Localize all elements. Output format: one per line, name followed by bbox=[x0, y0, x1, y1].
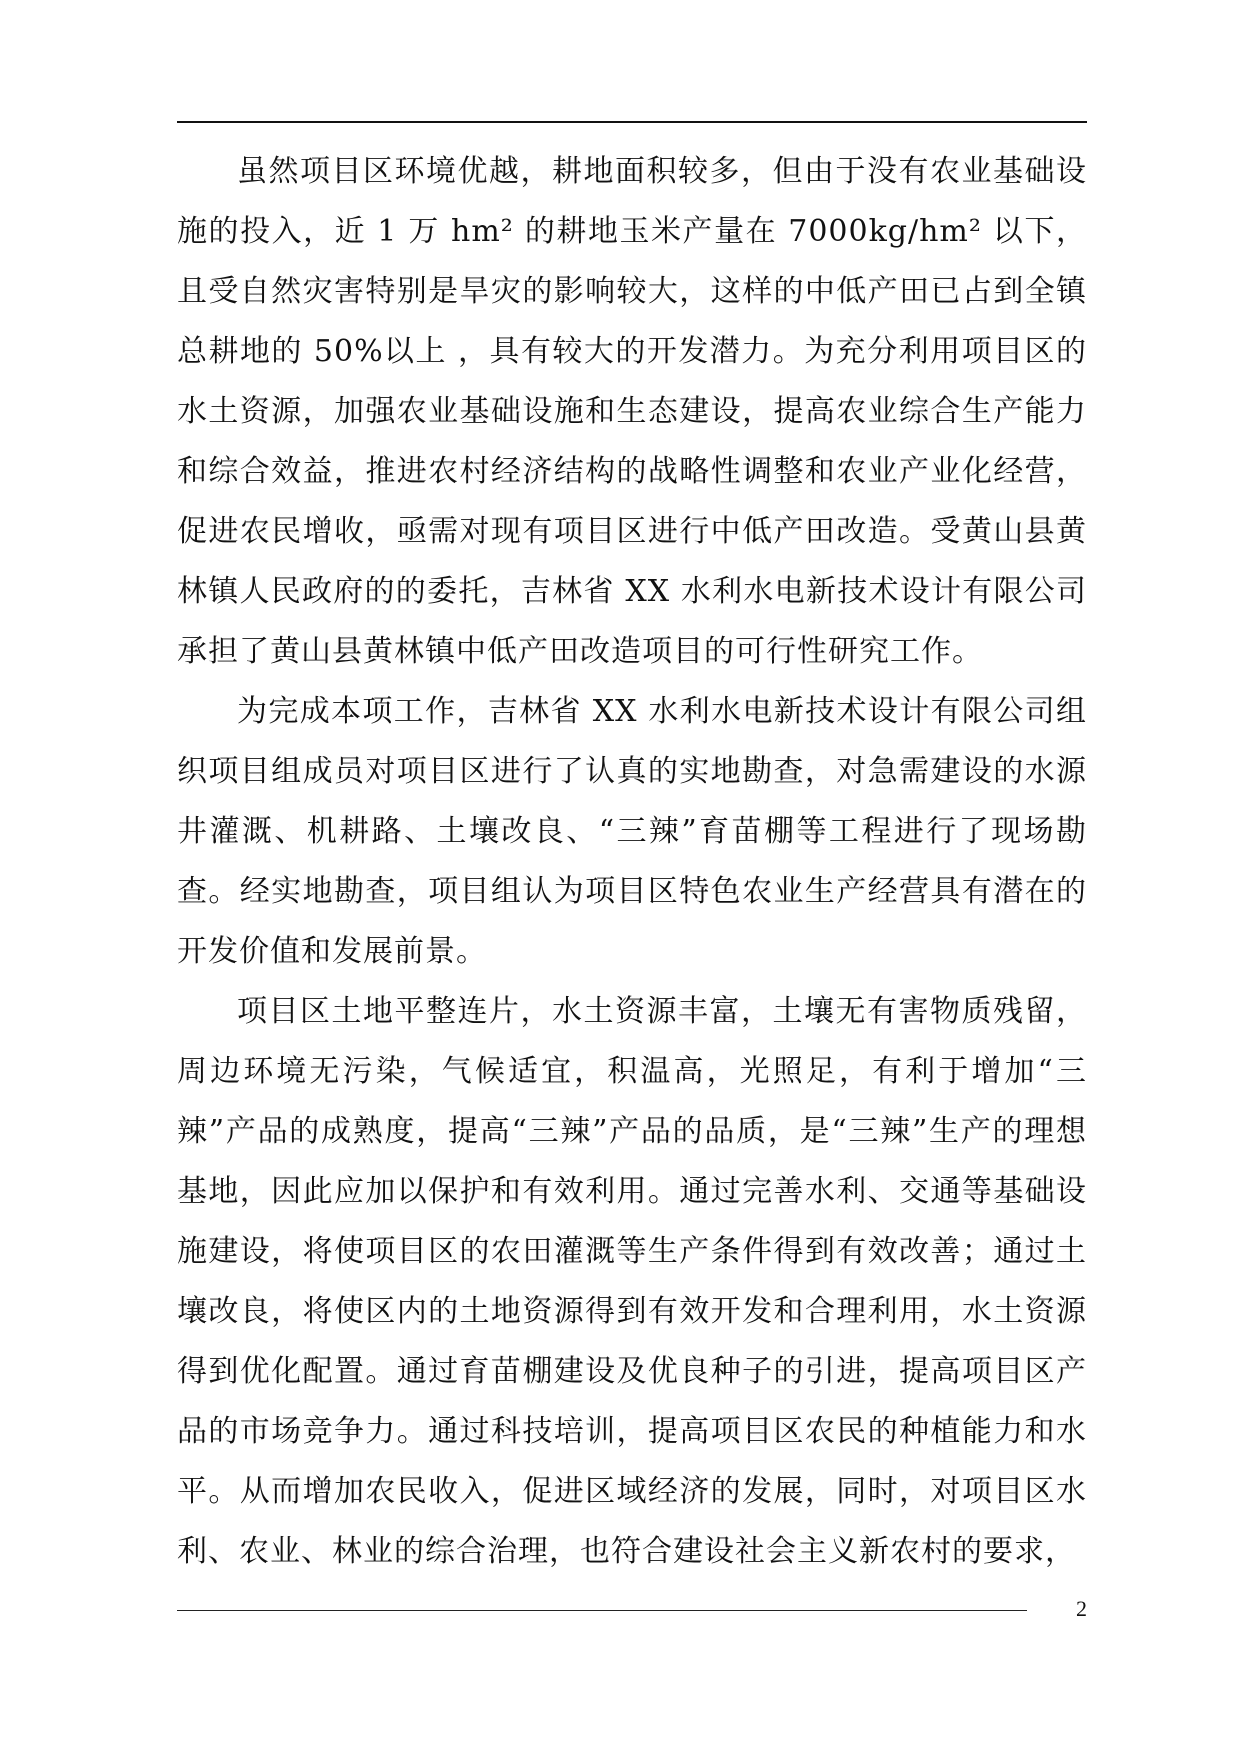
header-rule bbox=[177, 121, 1087, 123]
footer-dashed-rule bbox=[177, 1610, 1027, 1611]
paragraph-3: 项目区土地平整连片，水土资源丰富，土壤无有害物质残留，周边环境无污染，气候适宜，积温高，光照足，有利于增加“三辣”产品的成熟度，提高“三辣”产品的品质，是“三辣”生产的理想基地，因此应加以保护和有效利用。通过完善水利、交通等基础设施建设，将使项目区的农田灌溉等生产条件得到有效改善；通过土壤改良，将使区内的土地资源得到有效开发和合理利用，水土资源得到优化配置。通过育苗棚建设及优良种子的引进，提高项目区产品的市场竞争力。通过科技培训，提高项目区农民的种植能力和水平。从而增加农民收入，促进区域经济的发展，同时，对项目区水利、农业、林业的综合治理，也符合建设社会主义新农村的要求， bbox=[177, 994, 1087, 1569]
document-body bbox=[177, 142, 1087, 1582]
paragraph-2: 为完成本项工作，吉林省 XX 水利水电新技术设计有限公司组织项目组成员对项目区进行了认真的实地勘查，对急需建设的水源井灌溉、机耕路、土壤改良、“三辣”育苗棚等工程进行了现场勘查。经实地勘查，项目组认为项目区特色农业生产经营具有潜在的开发价值和发展前景。 bbox=[177, 694, 1087, 969]
page-footer bbox=[177, 1592, 1087, 1632]
page-number: 2 bbox=[1076, 1596, 1087, 1621]
paragraph-1: 虽然项目区环境优越，耕地面积较多，但由于没有农业基础设施的投入，近 1 万 hm² 的耕地玉米产量在 7000kg/hm² 以下，且受自然灾害特别是旱灾的影响较大，这样的中低产田已占到全镇总耕地的 50%以上 ，具有较大的开发潜力。为充分利用项目区的水土资源，加强农业基础设施和生态建设，提高农业综合生产能力和综合效益，推进农村经济结构的战略性调整和农业产业化经营，促进农民增收，亟需对现有项目区进行中低产田改造。受黄山县黄林镇人民政府的的委托，吉林省 XX 水利水电新技术设计有限公司承担了黄山县黄林镇中低产田改造项目的可行性研究工作。 bbox=[177, 154, 1087, 669]
